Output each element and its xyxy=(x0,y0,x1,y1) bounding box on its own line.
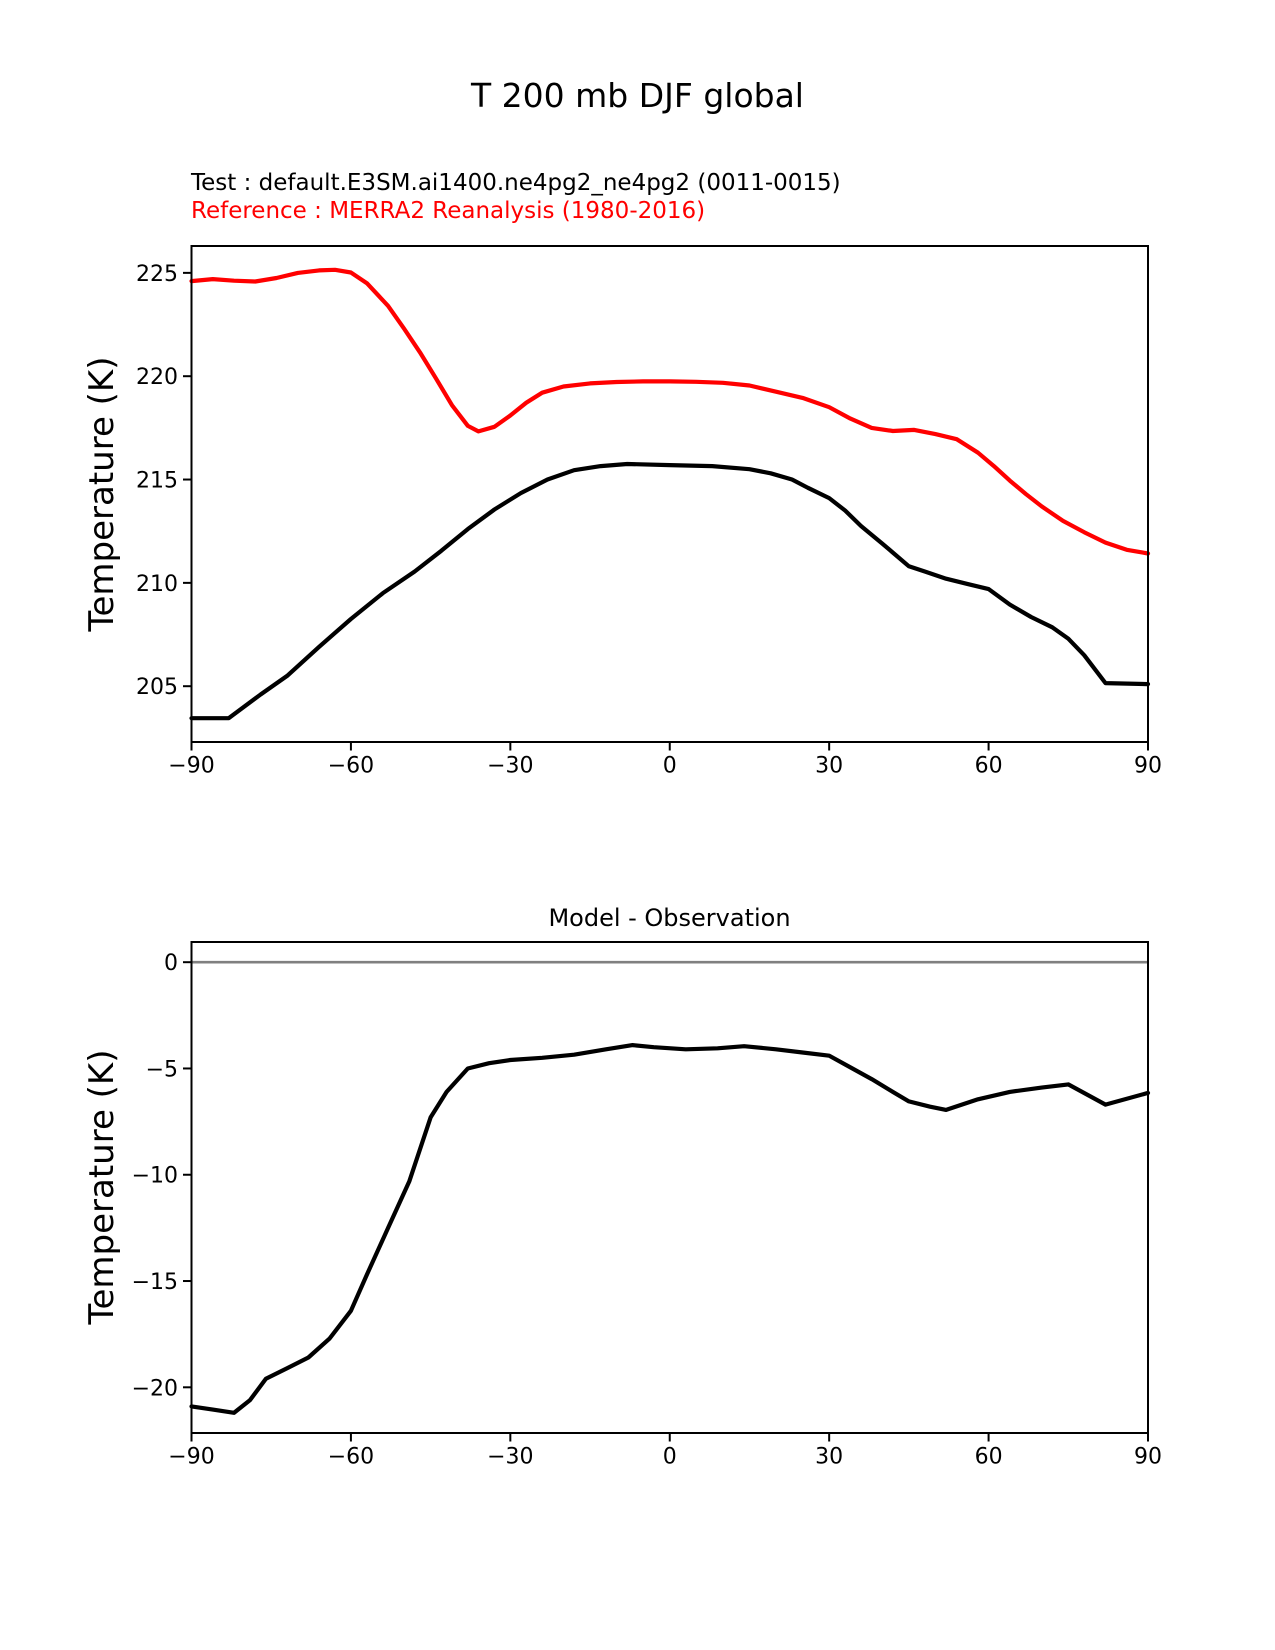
x-tick-label: −30 xyxy=(487,1444,534,1470)
series-line xyxy=(192,1045,1149,1413)
y-tick-label: −10 xyxy=(131,1163,178,1189)
x-tick-label: −90 xyxy=(168,1444,215,1470)
top-panel-axes xyxy=(136,246,1162,779)
bottom-panel-axes xyxy=(132,942,1162,1470)
y-tick-label: −5 xyxy=(145,1057,178,1083)
y-tick-label: 225 xyxy=(136,261,178,287)
top-panel-y-axis-label: Temperature (K) xyxy=(82,356,122,632)
y-tick-label: 220 xyxy=(136,365,178,391)
x-tick-label: 60 xyxy=(974,1444,1003,1470)
page-title: T 200 mb DJF global xyxy=(471,76,804,115)
y-tick-label: 0 xyxy=(164,951,178,977)
bottom-panel-title: Model - Observation xyxy=(548,904,791,932)
x-tick-label: 90 xyxy=(1134,1444,1162,1470)
series-line xyxy=(192,270,1149,554)
x-tick-label: −30 xyxy=(487,753,534,779)
y-tick-label: −15 xyxy=(131,1270,178,1296)
x-tick-label: 60 xyxy=(974,753,1003,779)
x-tick-label: 90 xyxy=(1134,753,1162,779)
test-run-label: Test : default.E3SM.ai1400.ne4pg2_ne4pg2 (0011-0015) xyxy=(191,170,841,196)
x-tick-label: 30 xyxy=(815,753,844,779)
axes-spines xyxy=(192,246,1149,742)
x-tick-label: −60 xyxy=(327,753,375,779)
x-tick-label: 0 xyxy=(662,753,677,779)
reference-run-label: Reference : MERRA2 Reanalysis (1980-2016) xyxy=(191,198,706,224)
x-tick-label: −60 xyxy=(327,1444,375,1470)
y-tick-label: 215 xyxy=(136,468,178,494)
x-tick-label: 0 xyxy=(662,1444,677,1470)
bottom-panel-y-axis-label: Temperature (K) xyxy=(82,1049,122,1325)
x-tick-label: 30 xyxy=(815,1444,844,1470)
y-tick-label: 210 xyxy=(136,571,178,597)
y-tick-label: −20 xyxy=(131,1376,178,1402)
x-tick-label: −90 xyxy=(168,753,215,779)
y-tick-label: 205 xyxy=(136,675,178,701)
axes-spines xyxy=(192,942,1149,1433)
series-line xyxy=(192,464,1149,718)
